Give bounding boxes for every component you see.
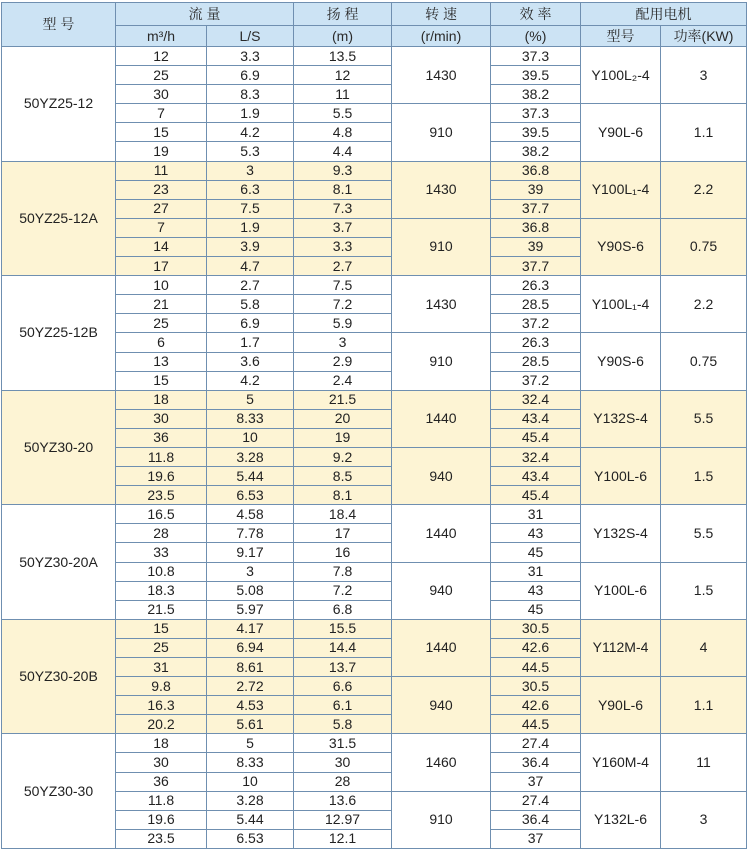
flow-m3h-cell: 23.5 bbox=[116, 486, 207, 505]
motor-power-cell: 2.2 bbox=[661, 276, 747, 333]
flow-ls-cell: 5.44 bbox=[207, 467, 294, 486]
head-cell: 13.6 bbox=[294, 791, 392, 810]
flow-m3h-cell: 9.8 bbox=[116, 677, 207, 696]
flow-m3h-cell: 33 bbox=[116, 543, 207, 562]
model-cell: 50YZ25-12 bbox=[2, 47, 116, 162]
flow-m3h-cell: 18 bbox=[116, 390, 207, 409]
efficiency-cell: 30.5 bbox=[491, 677, 581, 696]
efficiency-cell: 30.5 bbox=[491, 619, 581, 638]
head-cell: 30 bbox=[294, 753, 392, 772]
head-cell: 17 bbox=[294, 524, 392, 543]
efficiency-cell: 45.4 bbox=[491, 486, 581, 505]
efficiency-cell: 45 bbox=[491, 600, 581, 619]
head-cell: 12.97 bbox=[294, 810, 392, 829]
speed-cell: 910 bbox=[392, 333, 491, 390]
efficiency-cell: 39.5 bbox=[491, 66, 581, 85]
motor-model-cell: Y132S-4 bbox=[581, 390, 661, 447]
motor-model-cell: Y112M-4 bbox=[581, 619, 661, 676]
efficiency-cell: 28.5 bbox=[491, 295, 581, 314]
flow-m3h-cell: 36 bbox=[116, 428, 207, 447]
head-cell: 20 bbox=[294, 409, 392, 428]
model-cell: 50YZ30-20 bbox=[2, 390, 116, 505]
flow-ls-cell: 3.6 bbox=[207, 352, 294, 371]
flow-m3h-cell: 16.3 bbox=[116, 696, 207, 715]
flow-m3h-cell: 25 bbox=[116, 66, 207, 85]
efficiency-cell: 26.3 bbox=[491, 333, 581, 352]
flow-ls-cell: 6.3 bbox=[207, 180, 294, 199]
head-cell: 8.1 bbox=[294, 486, 392, 505]
efficiency-cell: 27.4 bbox=[491, 791, 581, 810]
flow-m3h-cell: 25 bbox=[116, 314, 207, 333]
head-cell: 12 bbox=[294, 66, 392, 85]
head-cell: 3.3 bbox=[294, 237, 392, 256]
efficiency-cell: 43 bbox=[491, 581, 581, 600]
flow-ls-cell: 5.44 bbox=[207, 810, 294, 829]
head-cell: 8.5 bbox=[294, 467, 392, 486]
motor-power-cell: 5.5 bbox=[661, 390, 747, 447]
efficiency-cell: 39 bbox=[491, 180, 581, 199]
head-cell: 18.4 bbox=[294, 505, 392, 524]
flow-m3h-cell: 12 bbox=[116, 47, 207, 66]
flow-ls-cell: 6.9 bbox=[207, 314, 294, 333]
flow-ls-cell: 1.9 bbox=[207, 104, 294, 123]
flow-ls-cell: 10 bbox=[207, 428, 294, 447]
flow-ls-cell: 4.17 bbox=[207, 619, 294, 638]
motor-model-cell: Y90L-6 bbox=[581, 104, 661, 161]
head-cell: 9.3 bbox=[294, 161, 392, 180]
head-cell: 7.8 bbox=[294, 562, 392, 581]
flow-m3h-cell: 17 bbox=[116, 257, 207, 276]
flow-m3h-cell: 23 bbox=[116, 180, 207, 199]
speed-cell: 910 bbox=[392, 218, 491, 275]
head-cell: 7.2 bbox=[294, 295, 392, 314]
table-row bbox=[2, 276, 747, 295]
flow-ls-cell: 4.58 bbox=[207, 505, 294, 524]
flow-m3h-cell: 27 bbox=[116, 199, 207, 218]
flow-m3h-cell: 19.6 bbox=[116, 810, 207, 829]
head-cell: 6.6 bbox=[294, 677, 392, 696]
head-cell: 19 bbox=[294, 428, 392, 447]
head-cell: 6.8 bbox=[294, 600, 392, 619]
speed-cell: 910 bbox=[392, 791, 491, 848]
flow-m3h-cell: 15 bbox=[116, 371, 207, 390]
flow-m3h-cell: 11.8 bbox=[116, 447, 207, 466]
header-flow: 流 量 bbox=[116, 3, 294, 26]
header-head-unit: (m) bbox=[294, 26, 392, 47]
motor-power-cell: 11 bbox=[661, 734, 747, 791]
efficiency-cell: 43 bbox=[491, 524, 581, 543]
speed-cell: 940 bbox=[392, 562, 491, 619]
efficiency-cell: 42.6 bbox=[491, 696, 581, 715]
header-efficiency: 效 率 bbox=[491, 3, 581, 26]
table-row bbox=[2, 505, 747, 524]
head-cell: 15.5 bbox=[294, 619, 392, 638]
head-cell: 2.7 bbox=[294, 257, 392, 276]
flow-ls-cell: 6.53 bbox=[207, 486, 294, 505]
efficiency-cell: 28.5 bbox=[491, 352, 581, 371]
motor-power-cell: 2.2 bbox=[661, 161, 747, 218]
flow-ls-cell: 3.9 bbox=[207, 237, 294, 256]
flow-ls-cell: 3.28 bbox=[207, 447, 294, 466]
speed-cell: 1430 bbox=[392, 47, 491, 104]
flow-ls-cell: 4.53 bbox=[207, 696, 294, 715]
motor-power-cell: 0.75 bbox=[661, 218, 747, 275]
head-cell: 4.8 bbox=[294, 123, 392, 142]
head-cell: 21.5 bbox=[294, 390, 392, 409]
flow-ls-cell: 5 bbox=[207, 734, 294, 753]
efficiency-cell: 37.7 bbox=[491, 199, 581, 218]
flow-m3h-cell: 30 bbox=[116, 409, 207, 428]
efficiency-cell: 36.4 bbox=[491, 753, 581, 772]
model-cell: 50YZ30-20B bbox=[2, 619, 116, 734]
speed-cell: 940 bbox=[392, 677, 491, 734]
flow-m3h-cell: 7 bbox=[116, 104, 207, 123]
flow-m3h-cell: 30 bbox=[116, 85, 207, 104]
head-cell: 4.4 bbox=[294, 142, 392, 161]
motor-model-cell: Y90L-6 bbox=[581, 677, 661, 734]
header-speed-unit: (r/min) bbox=[392, 26, 491, 47]
flow-m3h-cell: 20.2 bbox=[116, 715, 207, 734]
head-cell: 9.2 bbox=[294, 447, 392, 466]
flow-m3h-cell: 18.3 bbox=[116, 581, 207, 600]
speed-cell: 1460 bbox=[392, 734, 491, 791]
flow-ls-cell: 5.97 bbox=[207, 600, 294, 619]
head-cell: 28 bbox=[294, 772, 392, 791]
flow-m3h-cell: 10.8 bbox=[116, 562, 207, 581]
efficiency-cell: 38.2 bbox=[491, 142, 581, 161]
efficiency-cell: 39.5 bbox=[491, 123, 581, 142]
motor-model-cell: Y100L₁-4 bbox=[581, 276, 661, 333]
flow-ls-cell: 6.94 bbox=[207, 638, 294, 657]
flow-m3h-cell: 16.5 bbox=[116, 505, 207, 524]
efficiency-cell: 31 bbox=[491, 562, 581, 581]
flow-ls-cell: 6.53 bbox=[207, 829, 294, 848]
speed-cell: 1430 bbox=[392, 276, 491, 333]
motor-power-cell: 1.5 bbox=[661, 562, 747, 619]
flow-m3h-cell: 15 bbox=[116, 123, 207, 142]
efficiency-cell: 37.3 bbox=[491, 104, 581, 123]
flow-ls-cell: 6.9 bbox=[207, 66, 294, 85]
flow-m3h-cell: 21.5 bbox=[116, 600, 207, 619]
efficiency-cell: 44.5 bbox=[491, 715, 581, 734]
motor-power-cell: 1.1 bbox=[661, 104, 747, 161]
efficiency-cell: 32.4 bbox=[491, 447, 581, 466]
head-cell: 5.5 bbox=[294, 104, 392, 123]
efficiency-cell: 37.2 bbox=[491, 371, 581, 390]
efficiency-cell: 37.3 bbox=[491, 47, 581, 66]
head-cell: 2.9 bbox=[294, 352, 392, 371]
flow-ls-cell: 2.72 bbox=[207, 677, 294, 696]
flow-m3h-cell: 11.8 bbox=[116, 791, 207, 810]
header-flow-ls: L/S bbox=[207, 26, 294, 47]
efficiency-cell: 36.8 bbox=[491, 218, 581, 237]
flow-m3h-cell: 19.6 bbox=[116, 467, 207, 486]
speed-cell: 910 bbox=[392, 104, 491, 161]
efficiency-cell: 42.6 bbox=[491, 638, 581, 657]
head-cell: 5.8 bbox=[294, 715, 392, 734]
motor-model-cell: Y132L-6 bbox=[581, 791, 661, 848]
motor-power-cell: 1.5 bbox=[661, 447, 747, 504]
flow-ls-cell: 5 bbox=[207, 390, 294, 409]
flow-m3h-cell: 30 bbox=[116, 753, 207, 772]
motor-model-cell: Y100L₁-4 bbox=[581, 161, 661, 218]
head-cell: 6.1 bbox=[294, 696, 392, 715]
flow-ls-cell: 8.3 bbox=[207, 85, 294, 104]
flow-ls-cell: 1.9 bbox=[207, 218, 294, 237]
head-cell: 13.7 bbox=[294, 658, 392, 677]
head-cell: 7.5 bbox=[294, 276, 392, 295]
flow-m3h-cell: 36 bbox=[116, 772, 207, 791]
efficiency-cell: 43.4 bbox=[491, 467, 581, 486]
head-cell: 7.2 bbox=[294, 581, 392, 600]
head-cell: 3 bbox=[294, 333, 392, 352]
header-model: 型 号 bbox=[2, 3, 116, 47]
flow-ls-cell: 3 bbox=[207, 161, 294, 180]
motor-model-cell: Y100L-6 bbox=[581, 562, 661, 619]
efficiency-cell: 39 bbox=[491, 237, 581, 256]
flow-m3h-cell: 11 bbox=[116, 161, 207, 180]
flow-m3h-cell: 28 bbox=[116, 524, 207, 543]
model-cell: 50YZ25-12B bbox=[2, 276, 116, 391]
speed-cell: 1440 bbox=[392, 505, 491, 562]
flow-ls-cell: 5.61 bbox=[207, 715, 294, 734]
table-header bbox=[2, 3, 747, 47]
flow-ls-cell: 4.7 bbox=[207, 257, 294, 276]
efficiency-cell: 37.2 bbox=[491, 314, 581, 333]
flow-ls-cell: 4.2 bbox=[207, 371, 294, 390]
model-cell: 50YZ30-30 bbox=[2, 734, 116, 849]
flow-m3h-cell: 18 bbox=[116, 734, 207, 753]
motor-model-cell: Y100L₂-4 bbox=[581, 47, 661, 104]
motor-power-cell: 1.1 bbox=[661, 677, 747, 734]
efficiency-cell: 36.4 bbox=[491, 810, 581, 829]
header-head: 扬 程 bbox=[294, 3, 392, 26]
flow-m3h-cell: 13 bbox=[116, 352, 207, 371]
efficiency-cell: 31 bbox=[491, 505, 581, 524]
flow-ls-cell: 9.17 bbox=[207, 543, 294, 562]
flow-ls-cell: 3.28 bbox=[207, 791, 294, 810]
flow-ls-cell: 3 bbox=[207, 562, 294, 581]
efficiency-cell: 32.4 bbox=[491, 390, 581, 409]
model-cell: 50YZ30-20A bbox=[2, 505, 116, 620]
flow-ls-cell: 7.78 bbox=[207, 524, 294, 543]
flow-ls-cell: 8.33 bbox=[207, 753, 294, 772]
flow-m3h-cell: 23.5 bbox=[116, 829, 207, 848]
table-body bbox=[2, 47, 747, 849]
flow-ls-cell: 3.3 bbox=[207, 47, 294, 66]
table-row bbox=[2, 161, 747, 180]
motor-power-cell: 0.75 bbox=[661, 333, 747, 390]
header-motor-model: 型号 bbox=[581, 26, 661, 47]
efficiency-cell: 37.7 bbox=[491, 257, 581, 276]
flow-ls-cell: 10 bbox=[207, 772, 294, 791]
flow-m3h-cell: 19 bbox=[116, 142, 207, 161]
flow-ls-cell: 5.08 bbox=[207, 581, 294, 600]
head-cell: 13.5 bbox=[294, 47, 392, 66]
efficiency-cell: 37 bbox=[491, 772, 581, 791]
efficiency-cell: 27.4 bbox=[491, 734, 581, 753]
pump-spec-table bbox=[1, 2, 747, 849]
motor-model-cell: Y100L-6 bbox=[581, 447, 661, 504]
table-row bbox=[2, 734, 747, 753]
efficiency-cell: 37 bbox=[491, 829, 581, 848]
header-motor: 配用电机 bbox=[581, 3, 747, 26]
motor-power-cell: 5.5 bbox=[661, 505, 747, 562]
head-cell: 31.5 bbox=[294, 734, 392, 753]
efficiency-cell: 36.8 bbox=[491, 161, 581, 180]
flow-ls-cell: 2.7 bbox=[207, 276, 294, 295]
flow-m3h-cell: 6 bbox=[116, 333, 207, 352]
head-cell: 2.4 bbox=[294, 371, 392, 390]
efficiency-cell: 26.3 bbox=[491, 276, 581, 295]
flow-ls-cell: 8.33 bbox=[207, 409, 294, 428]
model-cell: 50YZ25-12A bbox=[2, 161, 116, 276]
motor-model-cell: Y132S-4 bbox=[581, 505, 661, 562]
flow-ls-cell: 7.5 bbox=[207, 199, 294, 218]
table-row bbox=[2, 47, 747, 66]
head-cell: 3.7 bbox=[294, 218, 392, 237]
efficiency-cell: 44.5 bbox=[491, 658, 581, 677]
flow-m3h-cell: 31 bbox=[116, 658, 207, 677]
efficiency-cell: 45.4 bbox=[491, 428, 581, 447]
motor-model-cell: Y90S-6 bbox=[581, 218, 661, 275]
efficiency-cell: 45 bbox=[491, 543, 581, 562]
flow-m3h-cell: 14 bbox=[116, 237, 207, 256]
head-cell: 5.9 bbox=[294, 314, 392, 333]
motor-power-cell: 4 bbox=[661, 619, 747, 676]
motor-power-cell: 3 bbox=[661, 791, 747, 848]
speed-cell: 1430 bbox=[392, 161, 491, 218]
flow-m3h-cell: 21 bbox=[116, 295, 207, 314]
flow-m3h-cell: 10 bbox=[116, 276, 207, 295]
flow-m3h-cell: 15 bbox=[116, 619, 207, 638]
header-flow-m3h: m³/h bbox=[116, 26, 207, 47]
header-efficiency-unit: (%) bbox=[491, 26, 581, 47]
efficiency-cell: 43.4 bbox=[491, 409, 581, 428]
flow-m3h-cell: 7 bbox=[116, 218, 207, 237]
head-cell: 7.3 bbox=[294, 199, 392, 218]
header-speed: 转 速 bbox=[392, 3, 491, 26]
motor-model-cell: Y160M-4 bbox=[581, 734, 661, 791]
table-row bbox=[2, 619, 747, 638]
speed-cell: 1440 bbox=[392, 390, 491, 447]
flow-ls-cell: 4.2 bbox=[207, 123, 294, 142]
head-cell: 8.1 bbox=[294, 180, 392, 199]
motor-power-cell: 3 bbox=[661, 47, 747, 104]
flow-ls-cell: 1.7 bbox=[207, 333, 294, 352]
head-cell: 11 bbox=[294, 85, 392, 104]
head-cell: 16 bbox=[294, 543, 392, 562]
flow-ls-cell: 8.61 bbox=[207, 658, 294, 677]
motor-model-cell: Y90S-6 bbox=[581, 333, 661, 390]
flow-ls-cell: 5.8 bbox=[207, 295, 294, 314]
speed-cell: 1440 bbox=[392, 619, 491, 676]
efficiency-cell: 38.2 bbox=[491, 85, 581, 104]
speed-cell: 940 bbox=[392, 447, 491, 504]
table-row bbox=[2, 390, 747, 409]
header-motor-power: 功率(KW) bbox=[661, 26, 747, 47]
head-cell: 12.1 bbox=[294, 829, 392, 848]
head-cell: 14.4 bbox=[294, 638, 392, 657]
flow-ls-cell: 5.3 bbox=[207, 142, 294, 161]
flow-m3h-cell: 25 bbox=[116, 638, 207, 657]
